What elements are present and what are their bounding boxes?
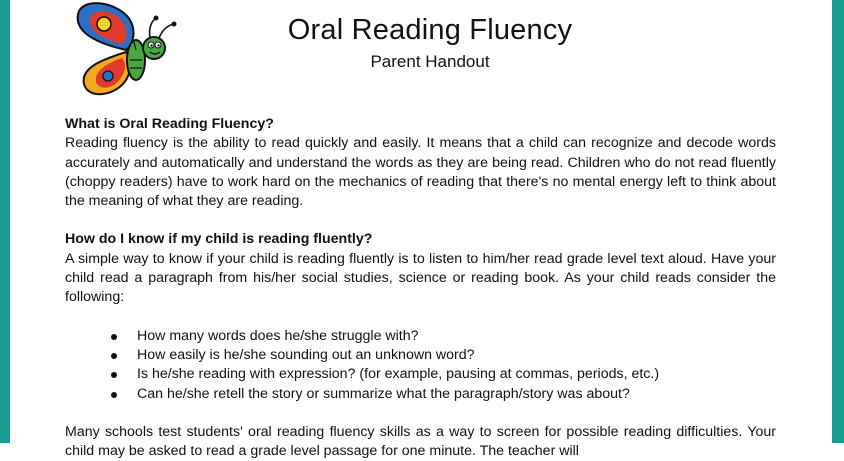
question-list	[65, 327, 776, 404]
bullet-icon	[111, 334, 117, 340]
bullet-icon	[111, 392, 117, 398]
page-title: Oral Reading Fluency	[287, 14, 573, 46]
handout-content	[65, 115, 776, 461]
handout-page	[10, 0, 832, 460]
list-item: Can he/she retell the story or summarize what the paragraph/story was about?	[65, 385, 776, 404]
butterfly-icon	[64, 0, 194, 100]
section-body: Reading fluency is the ability to read quickly and easily. It means that a child can recognize and decode words accurately and automatically and understand the words as they are being read. Children who do not read fluently (choppy readers) have to work hard on the mechanics of reading that there's no mental energy left to think about the meaning of what they are reading.	[65, 135, 776, 210]
list-item: How many words does he/she struggle with?	[65, 327, 776, 346]
closing-paragraph: Many schools test students' oral reading fluency skills as a way to screen for possible reading difficulties. Your child may be asked to read a grade level passage for one minute. The teacher will	[65, 423, 776, 460]
bullet-icon	[111, 372, 117, 378]
section-body: A simple way to know if your child is reading fluently is to listen to him/her read grade level text aloud. Have your child read a paragraph from his/her social studies, science or reading book. As your child reads consider the following:	[65, 250, 776, 306]
list-item: How easily is he/she sounding out an unknown word?	[65, 346, 776, 365]
section-heading: What is Oral Reading Fluency?	[65, 116, 274, 132]
list-item: Is he/she reading with expression? (for example, pausing at commas, periods, etc.)	[65, 365, 776, 384]
bullet-icon	[111, 353, 117, 359]
section-heading: How do I know if my child is reading fluently?	[65, 231, 373, 248]
page-subtitle: Parent Handout	[370, 52, 490, 71]
